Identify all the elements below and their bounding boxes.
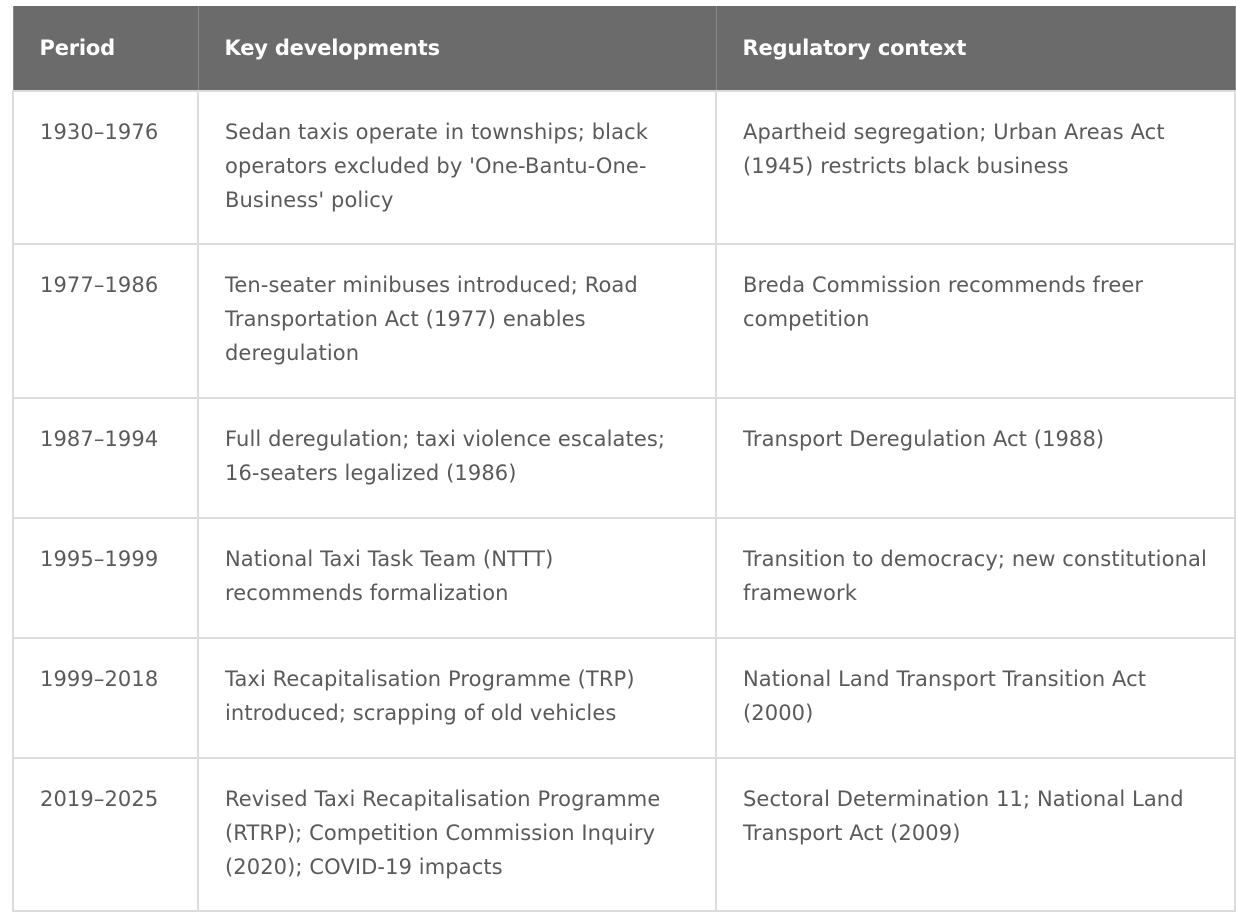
header-row [13,6,1235,91]
column-header-regulatory-context: Regulatory context [716,6,1235,91]
timeline-table-container [12,6,1234,912]
period-cell: 1977–1986 [13,244,198,398]
regulatory-context-cell: National Land Transport Transition Act (2000) [716,638,1235,758]
table-row [13,244,1235,398]
table-row [13,638,1235,758]
key-developments-cell: Revised Taxi Recapitalisation Programme (RTRP); Competition Commission Inquiry (2020); COVID-19 impacts [198,758,716,911]
regulatory-context-cell: Transition to democracy; new constitutional framework [716,518,1235,638]
period-cell: 1999–2018 [13,638,198,758]
period-cell: 1930–1976 [13,91,198,244]
table-body [13,91,1235,911]
key-developments-cell: Ten-seater minibuses introduced; Road Transportation Act (1977) enables deregulation [198,244,716,398]
column-header-key-developments: Key developments [198,6,716,91]
regulatory-context-cell: Breda Commission recommends freer competition [716,244,1235,398]
key-developments-cell: National Taxi Task Team (NTTT) recommends formalization [198,518,716,638]
key-developments-cell: Sedan taxis operate in townships; black operators excluded by 'One-Bantu-One-Business' policy [198,91,716,244]
regulatory-context-cell: Sectoral Determination 11; National Land Transport Act (2009) [716,758,1235,911]
key-developments-cell: Taxi Recapitalisation Programme (TRP) introduced; scrapping of old vehicles [198,638,716,758]
regulatory-context-cell: Apartheid segregation; Urban Areas Act (1945) restricts black business [716,91,1235,244]
period-cell: 1995–1999 [13,518,198,638]
key-developments-cell: Full deregulation; taxi violence escalates; 16-seaters legalized (1986) [198,398,716,518]
column-header-period: Period [13,6,198,91]
table-row [13,91,1235,244]
table-row [13,518,1235,638]
timeline-table [12,6,1236,912]
period-cell: 1987–1994 [13,398,198,518]
period-cell: 2019–2025 [13,758,198,911]
table-header [13,6,1235,91]
table-row [13,758,1235,911]
regulatory-context-cell: Transport Deregulation Act (1988) [716,398,1235,518]
table-row [13,398,1235,518]
